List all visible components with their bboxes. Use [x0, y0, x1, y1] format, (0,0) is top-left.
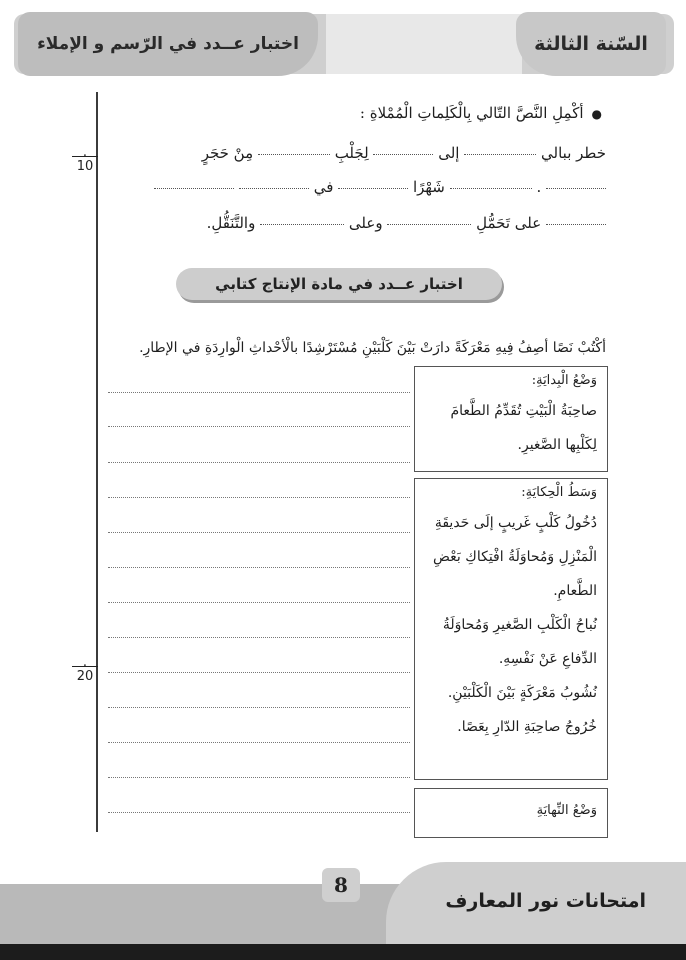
beginning-box	[414, 366, 608, 472]
box-line: دُخُولُ كَلْبٍ غَريبٍ إلَى حَديقَةِ	[434, 515, 597, 531]
margin-line	[96, 92, 98, 832]
box-line: الْمَنْزِلِ وَمُحاوَلَةُ افْتِكاكِ بَعْضِ	[433, 549, 597, 565]
writing-line[interactable]	[108, 602, 410, 603]
bullet-icon: ●	[591, 107, 602, 121]
blank-field[interactable]	[258, 154, 330, 155]
writing-line[interactable]	[108, 532, 410, 533]
box-line: نُباحُ الْكَلْبِ الصَّغيرِ وَمُحاوَلَةُ	[442, 617, 597, 633]
box-title: وَضْعُ الْبِدايَةِ:	[531, 373, 597, 388]
box-line: لِكَلْبِها الصَّغيرِ.	[517, 437, 597, 453]
exercise1-line1: خطر ببالي إلى لِجَلْبِ مِنْ حَجَرٍ	[201, 144, 606, 162]
publisher-name: امتحانات نور المعارف	[445, 890, 646, 912]
writing-line[interactable]	[108, 707, 410, 708]
box-title: وَضْعُ النِّهايَةِ	[536, 803, 597, 818]
blank-field[interactable]	[546, 224, 606, 225]
blank-field[interactable]	[387, 224, 471, 225]
blank-field[interactable]	[154, 188, 234, 189]
page-number: 8	[322, 868, 360, 902]
header-grade-title: السّنة الثالثة	[516, 12, 666, 76]
blank-field[interactable]	[450, 188, 532, 189]
blank-field[interactable]	[373, 154, 433, 155]
box-line: الطَّعامِ.	[553, 583, 597, 599]
middle-box	[414, 478, 608, 780]
blank-field[interactable]	[260, 224, 344, 225]
header-center-panel	[326, 14, 522, 74]
blank-field[interactable]	[464, 154, 536, 155]
writing-line[interactable]	[108, 672, 410, 673]
box-title: وَسَطُ الْحِكايَةِ:	[521, 485, 597, 500]
section-title: اختبار عــدد في مادة الإنتاج كتابي	[176, 268, 502, 300]
blank-field[interactable]	[546, 188, 606, 189]
header-test-title: اختبار عــدد في الرّسم و الإملاء	[18, 12, 318, 76]
writing-line[interactable]	[108, 637, 410, 638]
writing-line[interactable]	[108, 567, 410, 568]
exercise1-line2: . شَهْرًا في	[154, 178, 606, 196]
writing-line[interactable]	[108, 812, 410, 813]
box-line: الدِّفاعِ عَنْ نَفْسِهِ.	[498, 651, 597, 667]
writing-line[interactable]	[108, 777, 410, 778]
score-box-second: . 20	[72, 660, 98, 684]
ending-box	[414, 788, 608, 838]
score-box-first: . 10	[72, 150, 98, 174]
blank-field[interactable]	[338, 188, 408, 189]
writing-line[interactable]	[108, 742, 410, 743]
exercise1-instruction: ●أكْمِلِ النَّصَّ التّالي بِالْكَلِماتِ الْمُمْلاةِ :	[359, 104, 602, 122]
writing-line[interactable]	[108, 497, 410, 498]
blank-field[interactable]	[239, 188, 309, 189]
writing-line[interactable]	[108, 462, 410, 463]
exercise1-line3: على تَحَمُّلِ وعلى والتَّنَقُّلِ.	[207, 214, 606, 232]
box-line: صاحِبَةُ الْبَيْتِ تُقَدِّمُ الطَّعامَ	[450, 403, 597, 419]
writing-instruction: أكْتُبْ نَصًا أصِفُ فِيهِ مَعْرَكَةً دارَتْ بَيْنَ كَلْبَيْنِ مُسْتَرْشِدًا بالْأحْداثِ الْوارِدَةِ في الإطارِ.	[139, 340, 606, 356]
box-line: خُرُوجُ صاحِبَةِ الدّارِ بِعَصًا.	[457, 719, 597, 735]
box-line: نُشُوبُ مَعْرَكَةٍ بَيْنَ الْكَلْبَيْنِ.	[447, 685, 597, 701]
writing-line[interactable]	[108, 392, 410, 393]
writing-line[interactable]	[108, 426, 410, 427]
